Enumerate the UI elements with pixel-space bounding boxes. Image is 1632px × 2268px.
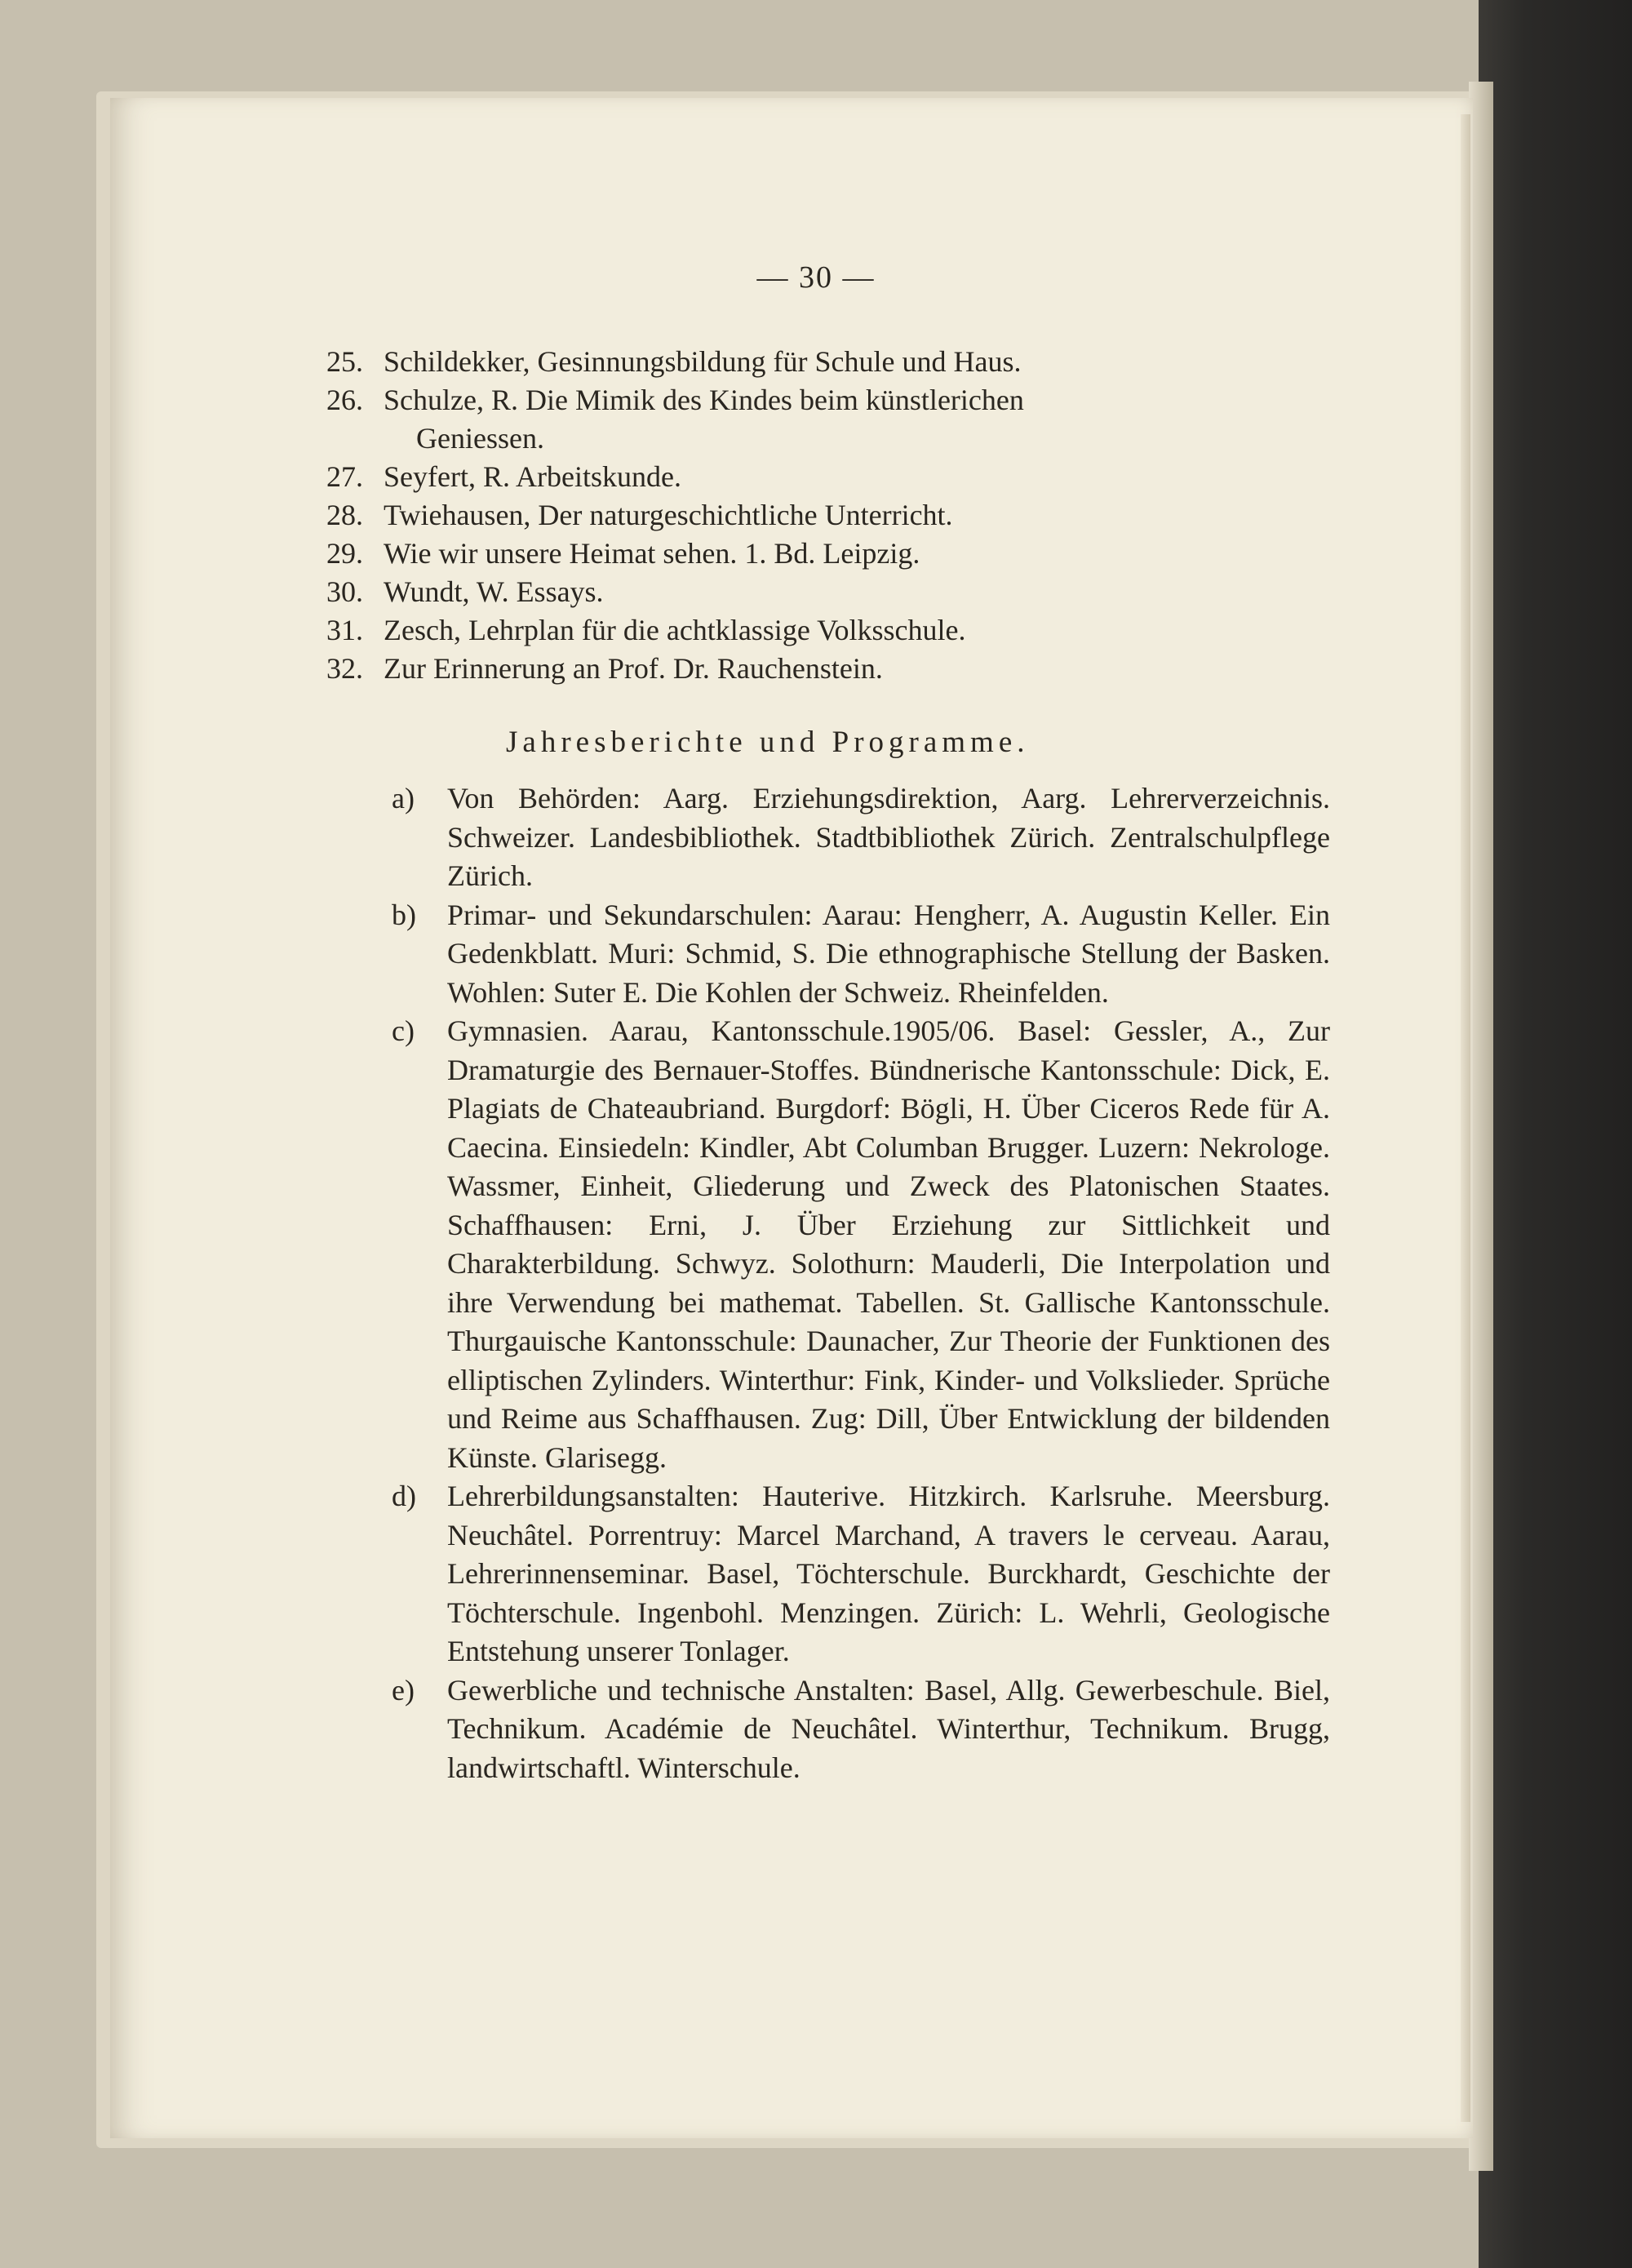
entry-number: 30.	[326, 575, 363, 608]
page-edge-shadow	[1461, 114, 1470, 2122]
list-item	[326, 650, 1338, 688]
list-item	[326, 573, 1338, 611]
entry-number: 25.	[326, 345, 363, 378]
section-label: d)	[392, 1480, 416, 1512]
bibliography-list	[326, 343, 1338, 688]
section-text: Gymnasien. Aarau, Kantonsschule.1905/06. Basel: Gessler, A., Zur Dramaturgie des Bernauer-Stoffes. Bündnerische Kantonsschule: Dick, E. Plagiats de Chateaubriand. Burgdorf: Bögli, H. Über Ciceros Rede für A. Caecina. Einsiedeln: Kindler, Abt Columban Brugger. Luzern: Nekrologe. Wassmer, Einheit, Gliederung und Zweck des Platonischen Staates. Schaffhausen: Erni, J. Über Erziehung zur Sittlichkeit und Charakterbildung. Schwyz. Solothurn: Mauderli, Die Interpolation und ihre Verwendung bei mathemat. Tabellen. St. Gallische Kantonsschule. Thurgauische Kantonsschule: Daunacher, Zur Theorie der Funktionen des elliptischen Zylinders. Winterthur: Fink, Kinder- und Volkslieder. Sprüche und Reime aus Schaffhausen. Zug: Dill, Über Entwicklung der bildenden Künste. Glarisegg.	[447, 1014, 1330, 1474]
section-text: Gewerbliche und technische Anstalten: Basel, Allg. Gewerbeschule. Biel, Technikum. Académie de Neuchâtel. Winterthur, Technikum. Brugg, landwirtschaftl. Winterschule.	[447, 1673, 1330, 1784]
list-item	[326, 343, 1338, 381]
entry-number: 29.	[326, 537, 363, 570]
entry-text: Wie wir unsere Heimat sehen. 1. Bd. Leipzig.	[384, 537, 920, 570]
list-item	[326, 458, 1338, 496]
entry-number: 27.	[326, 460, 363, 493]
section-item	[392, 779, 1330, 896]
section-label: e)	[392, 1673, 415, 1707]
section-item	[392, 1012, 1330, 1477]
section-label: b)	[392, 898, 416, 931]
programme-list	[392, 779, 1330, 1787]
page-number: — 30 —	[756, 260, 876, 295]
entry-text: Schildekker, Gesinnungsbildung für Schule und Haus.	[384, 345, 1022, 378]
scanner-backdrop	[1479, 0, 1632, 2268]
entry-text: Wundt, W. Essays.	[384, 575, 604, 608]
section-item	[392, 1671, 1330, 1788]
entry-text: Twiehausen, Der naturgeschichtliche Unterricht.	[384, 499, 953, 531]
list-item	[326, 611, 1338, 650]
entry-text: Schulze, R. Die Mimik des Kindes beim künstlerichen	[384, 384, 1024, 416]
entry-text: Seyfert, R. Arbeitskunde.	[384, 460, 681, 493]
list-item	[326, 496, 1338, 535]
entry-number: 31.	[326, 614, 363, 646]
section-heading: Jahresberichte und Programme.	[506, 726, 1030, 759]
entry-text: Zesch, Lehrplan für die achtklassige Volksschule.	[384, 614, 966, 646]
entry-continuation: Geniessen.	[416, 422, 544, 455]
list-item	[326, 381, 1338, 419]
entry-number: 28.	[326, 499, 363, 531]
section-text: Lehrerbildungsanstalten: Hauterive. Hitzkirch. Karlsruhe. Meersburg. Neuchâtel. Porrentruy: Marcel Marchand, A travers le cerveau. Aarau, Lehrerinnenseminar. Basel, Töchterschule. Burckhardt, Geschichte der Töchterschule. Ingenbohl. Menzingen. Zürich: L. Wehrli, Geologische Entstehung unserer Tonlager.	[447, 1480, 1330, 1667]
section-item	[392, 896, 1330, 1013]
entry-text: Zur Erinnerung an Prof. Dr. Rauchenstein.	[384, 652, 883, 685]
section-label: c)	[392, 1014, 415, 1047]
section-item	[392, 1477, 1330, 1671]
entry-number: 26.	[326, 384, 363, 416]
list-item	[326, 535, 1338, 573]
section-text: Von Behörden: Aarg. Erziehungsdirektion, Aarg. Lehrerverzeichnis. Schweizer. Landesbibliothek. Stadtbibliothek Zürich. Zentralschulpflege Zürich.	[447, 782, 1330, 892]
entry-number: 32.	[326, 652, 363, 685]
section-text: Primar- und Sekundarschulen: Aarau: Hengherr, A. Augustin Keller. Ein Gedenkblatt. Muri: Schmid, S. Die ethnographische Stellung der Basken. Wohlen: Suter E. Die Kohlen der Schweiz. Rheinfelden.	[447, 898, 1330, 1009]
section-label: a)	[392, 782, 415, 814]
